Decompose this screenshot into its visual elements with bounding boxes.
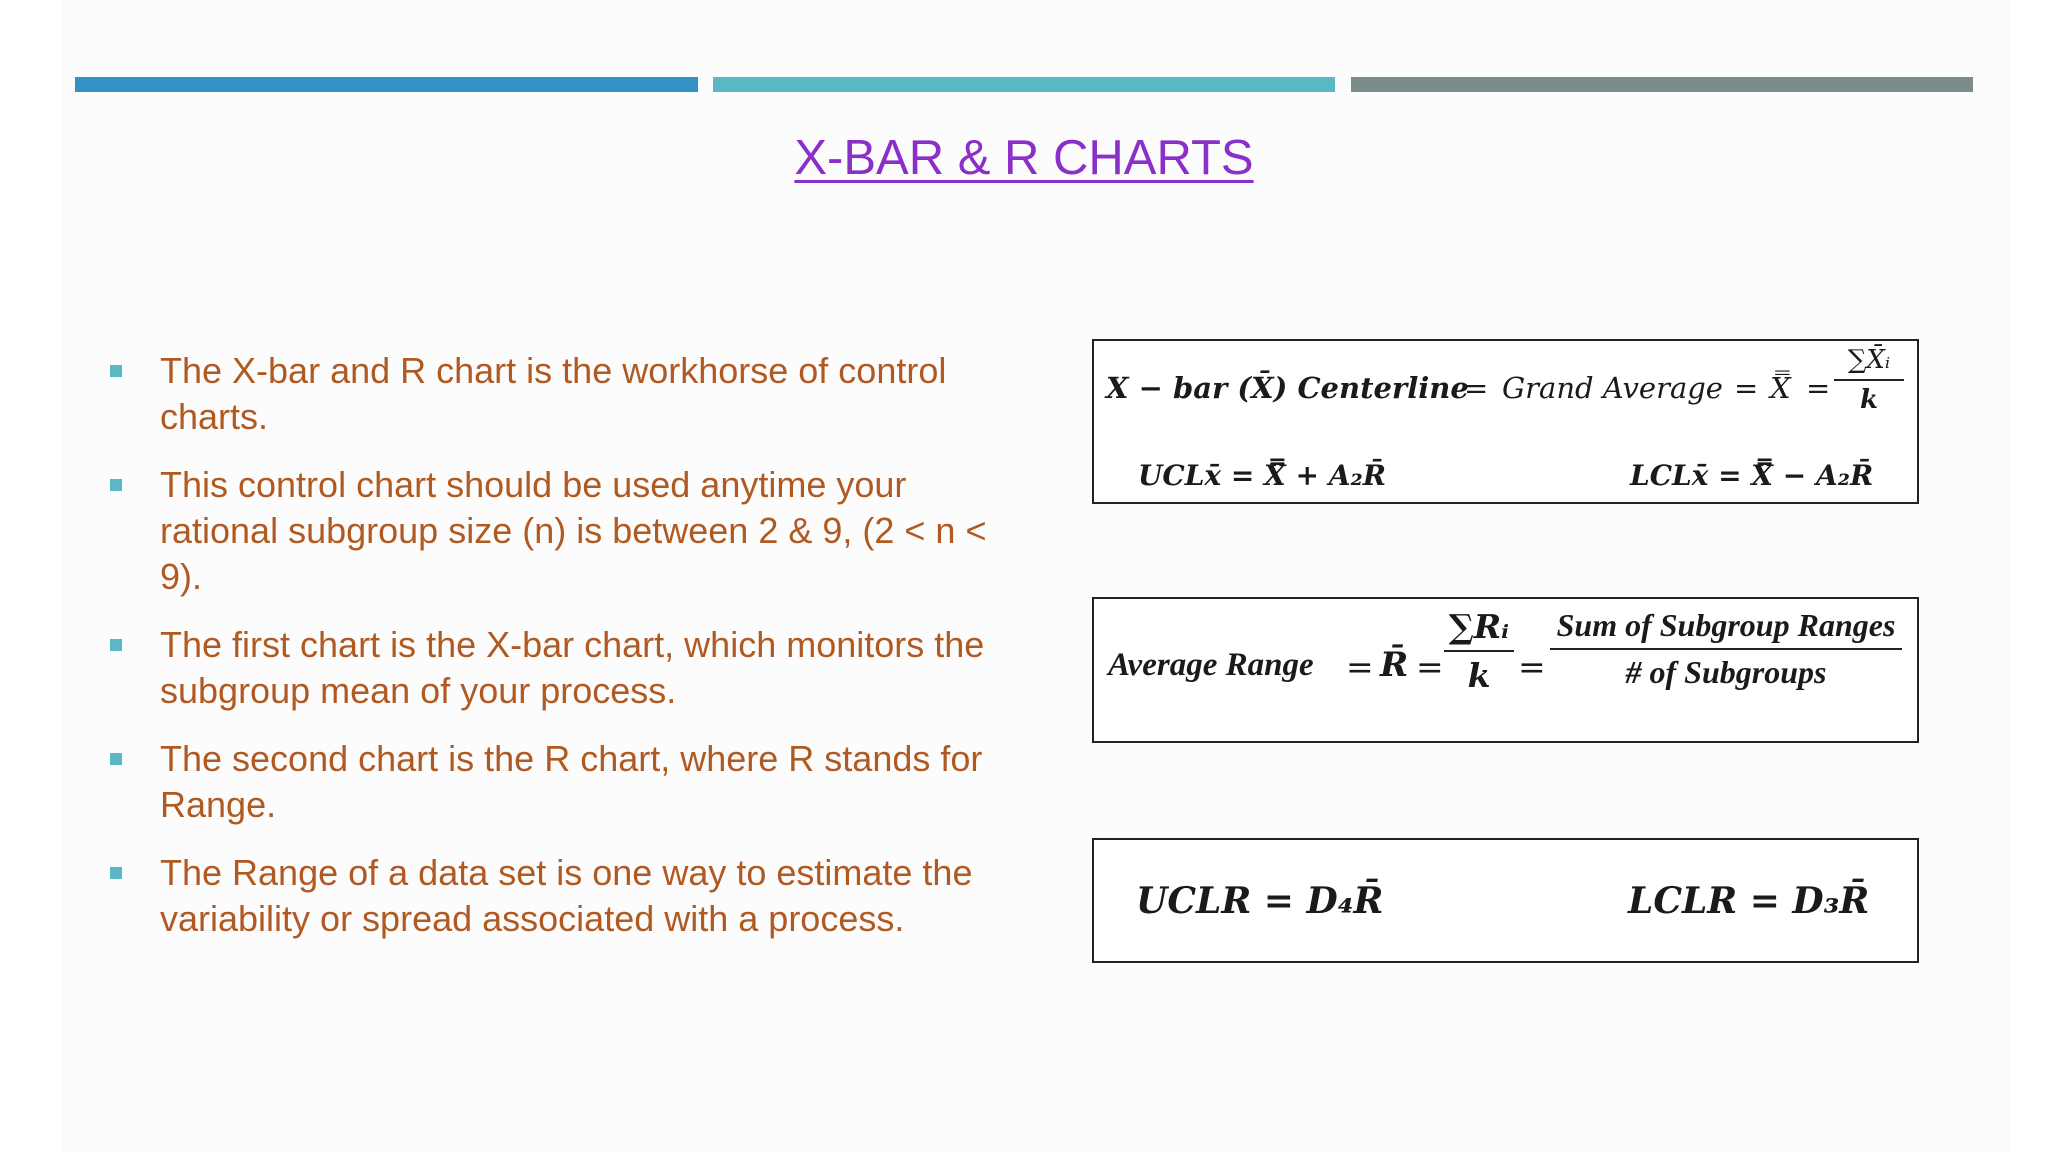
fraction-line: [1550, 648, 1902, 650]
fraction-denominator: k: [1467, 656, 1491, 695]
fraction-denominator: # of Subgroups: [1625, 654, 1827, 690]
equals-sign: =: [1346, 647, 1374, 686]
accent-bar-gray: [1351, 77, 1973, 92]
centerline-label: X − bar (X̄) Centerline: [1106, 371, 1469, 405]
equals-sign: =: [1464, 371, 1489, 405]
xbar-formula-box: [1092, 339, 1919, 504]
bullet-item: [110, 850, 990, 942]
fraction-numerator: Sum of Subgroup Ranges: [1556, 607, 1896, 643]
subgroup-range-fraction: [1550, 607, 1902, 691]
fraction-line: [1834, 379, 1904, 381]
square-bullet-icon: [110, 639, 122, 651]
bullet-text: The X-bar and R chart is the workhorse of control charts.: [160, 350, 947, 437]
fraction-numerator: ∑Rᵢ: [1448, 607, 1510, 646]
bullet-item: [110, 622, 990, 714]
ucl-xbar-formula: UCLx̄ = X̿ + A₂R̄: [1138, 459, 1386, 492]
square-bullet-icon: [110, 479, 122, 491]
fraction-numerator: ∑X̄ᵢ: [1847, 345, 1891, 375]
bullet-text: The second chart is the R chart, where R stands for Range.: [160, 738, 983, 825]
bullet-list: [110, 348, 990, 964]
fraction-line: [1444, 650, 1514, 652]
lcl-xbar-formula: LCLx̄ = X̿ − A₂R̄: [1630, 459, 1874, 492]
square-bullet-icon: [110, 867, 122, 879]
lcl-r-formula: LCLR = D₃R̄: [1628, 880, 1870, 922]
slide-title: X-BAR & R CHARTS: [794, 131, 1254, 185]
accent-bar-blue: [75, 77, 698, 92]
equals-sign: =: [1734, 371, 1759, 405]
bullet-item: [110, 736, 990, 828]
square-bullet-icon: [110, 753, 122, 765]
range-sum-fraction: [1444, 607, 1514, 695]
grand-average-label: Grand Average: [1502, 371, 1723, 405]
bullet-item: [110, 348, 990, 440]
bullet-text: The first chart is the X-bar chart, which monitors the subgroup mean of your process.: [160, 624, 985, 711]
accent-bar-teal: [713, 77, 1335, 92]
r-chart-limits-box: [1092, 838, 1919, 963]
average-range-formula-box: [1092, 597, 1919, 743]
grand-mean-symbol: X̿: [1770, 371, 1791, 405]
fraction-denominator: k: [1859, 385, 1878, 415]
grand-average-fraction: [1834, 345, 1904, 415]
bullet-item: [110, 462, 990, 600]
square-bullet-icon: [110, 365, 122, 377]
rbar-symbol: R̄: [1380, 645, 1409, 685]
equals-sign: =: [1806, 371, 1831, 405]
equals-sign: =: [1416, 647, 1444, 686]
equals-sign: =: [1518, 647, 1546, 686]
ucl-r-formula: UCLR = D₄R̄: [1136, 880, 1384, 922]
bullet-text: This control chart should be used anytime your rational subgroup size (n) is between 2 & 9, (2 < n < 9).: [160, 464, 987, 597]
bullet-text: The Range of a data set is one way to estimate the variability or spread associated with a process.: [160, 852, 973, 939]
average-range-label: Average Range: [1108, 647, 1314, 683]
